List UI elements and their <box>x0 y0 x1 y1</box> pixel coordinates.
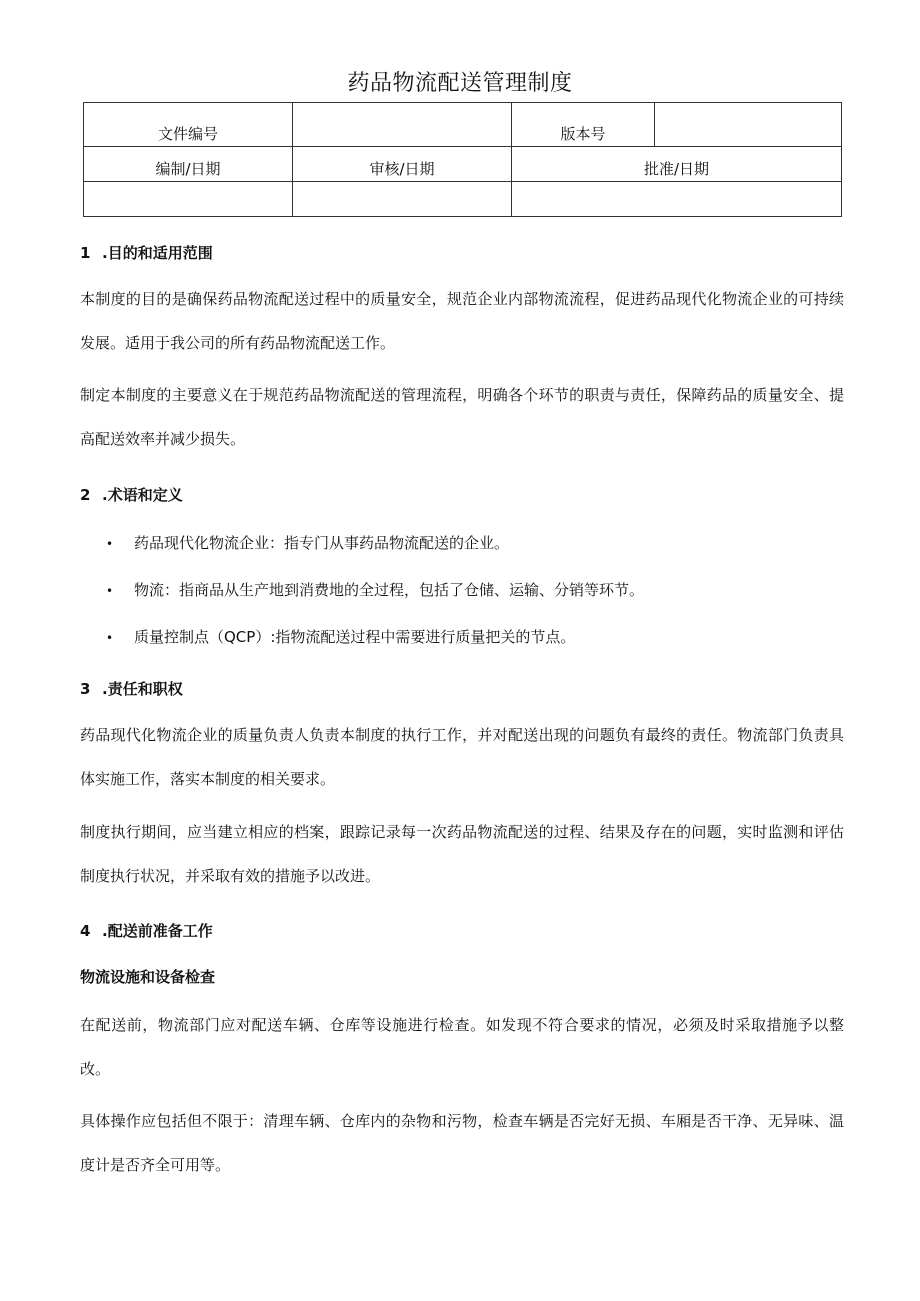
section-title: .配送前准备工作 <box>102 922 213 940</box>
section-3-heading <box>80 678 183 699</box>
section-4-heading <box>80 920 213 941</box>
definition-item <box>106 579 644 600</box>
section-number: 2 <box>80 486 91 504</box>
section-number: 3 <box>80 680 91 698</box>
prepared-label-cell <box>84 147 293 182</box>
definition-item <box>106 626 575 647</box>
section-title: .目的和适用范围 <box>102 244 213 262</box>
section-1-paragraph-1: 本制度的目的是确保药品物流配送过程中的质量安全，规范企业内部物流流程，促进药品现代化物流企业的可持续发展。适用于我公司的所有药品物流配送工作。 <box>80 290 844 352</box>
section-title: .术语和定义 <box>102 486 183 504</box>
document-info-table <box>83 102 842 217</box>
section-2-heading <box>80 484 183 505</box>
document-title: 药品物流配送管理制度 <box>347 71 573 96</box>
definition-text: 物流：指商品从生产地到消费地的全过程，包括了仓储、运输、分销等环节。 <box>134 581 645 599</box>
section-4-subheading: 物流设施和设备检查 <box>80 968 216 986</box>
bullet-dot-icon: • <box>106 631 114 645</box>
file-number-label-cell <box>84 103 293 147</box>
section-4-paragraph-1: 在配送前，物流部门应对配送车辆、仓库等设施进行检查。如发现不符合要求的情况，必须及时采取措施予以整改。 <box>80 1016 844 1078</box>
bullet-dot-icon: • <box>106 584 114 598</box>
info-row-signoff-values <box>84 182 842 217</box>
section-title: .责任和职权 <box>102 680 183 698</box>
section-number: 1 <box>80 244 91 262</box>
reviewed-label-cell <box>293 147 512 182</box>
section-4-paragraph-2: 具体操作应包括但不限于：清理车辆、仓库内的杂物和污物，检查车辆是否完好无损、车厢是否干净、无异味、温度计是否齐全可用等。 <box>80 1112 844 1174</box>
section-3-paragraph-2: 制度执行期间，应当建立相应的档案，跟踪记录每一次药品物流配送的过程、结果及存在的问题，实时监测和评估制度执行状况，并采取有效的措施予以改进。 <box>80 823 844 885</box>
prepared-value-cell <box>84 182 293 217</box>
definition-text: 质量控制点（QCP）:指物流配送过程中需要进行质量把关的节点。 <box>134 628 576 646</box>
approved-value-cell <box>512 182 842 217</box>
definition-text: 药品现代化物流企业：指专门从事药品物流配送的企业。 <box>134 534 510 552</box>
section-1-paragraph-2: 制定本制度的主要意义在于规范药品物流配送的管理流程，明确各个环节的职责与责任，保障药品的质量安全、提高配送效率并减少损失。 <box>80 386 844 448</box>
info-row-file <box>84 103 842 147</box>
file-number-label: 文件编号 <box>157 125 218 143</box>
prepared-label: 编制/日期 <box>155 160 221 178</box>
file-number-value-cell <box>293 103 512 147</box>
approved-label: 批准/日期 <box>643 160 710 178</box>
approved-label-cell <box>512 147 842 182</box>
definition-item <box>106 532 509 553</box>
reviewed-label: 审核/日期 <box>369 160 435 178</box>
version-value-cell <box>655 103 842 147</box>
reviewed-value-cell <box>293 182 512 217</box>
section-number: 4 <box>80 922 91 940</box>
version-label: 版本号 <box>560 125 606 143</box>
info-row-signoff-labels <box>84 147 842 182</box>
section-3-paragraph-1: 药品现代化物流企业的质量负责人负责本制度的执行工作，并对配送出现的问题负有最终的责任。物流部门负责具体实施工作，落实本制度的相关要求。 <box>80 726 844 788</box>
version-label-cell <box>512 103 655 147</box>
section-1-heading <box>80 242 213 263</box>
bullet-dot-icon: • <box>106 537 114 551</box>
